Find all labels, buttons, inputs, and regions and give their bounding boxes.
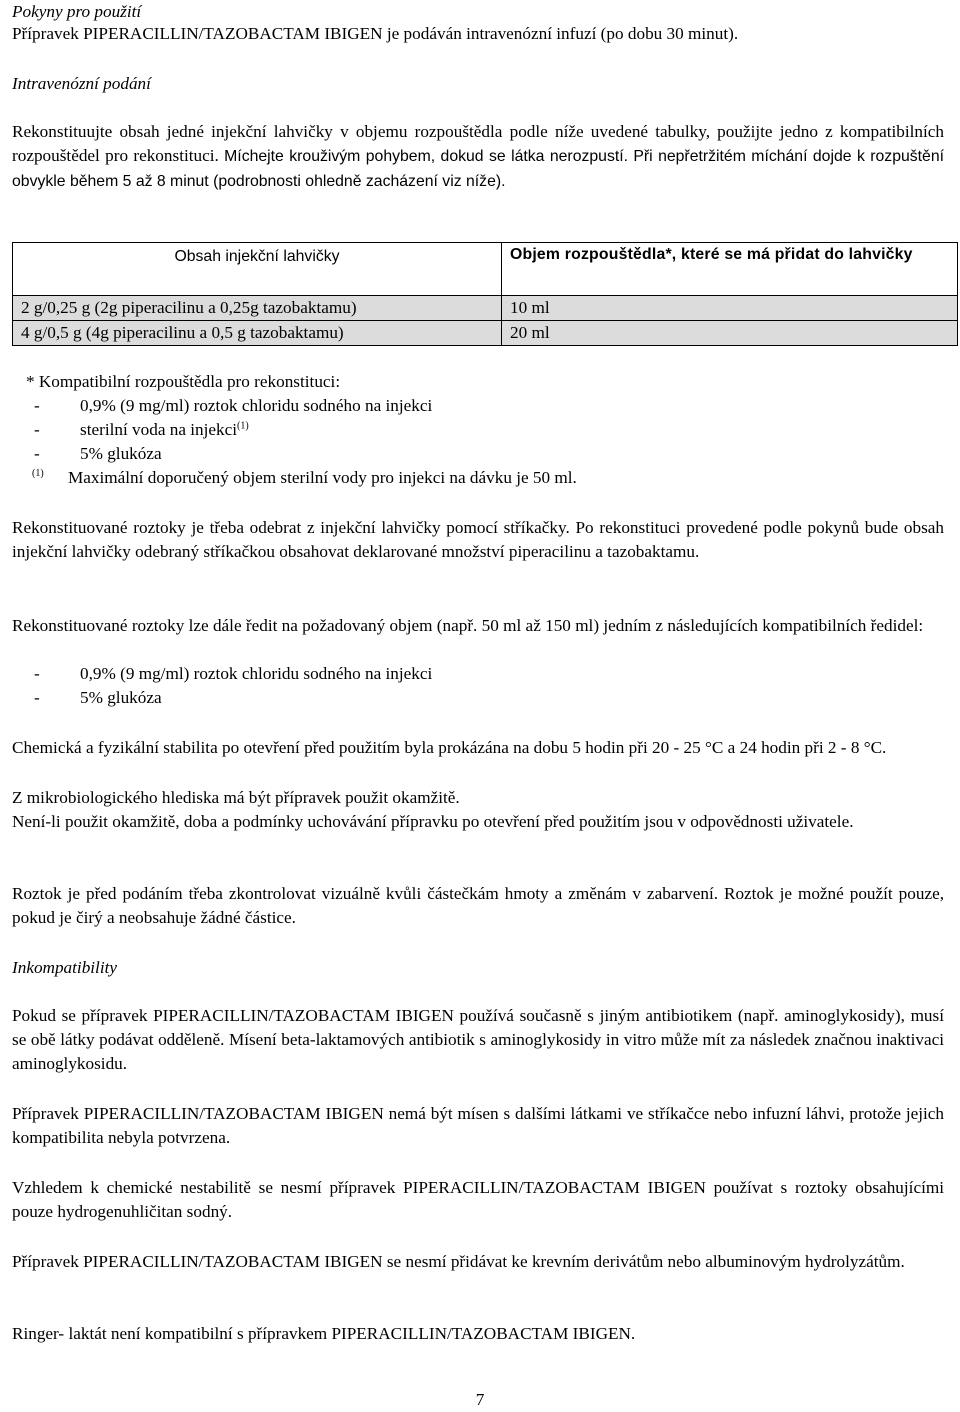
table-header-content: Obsah injekční lahvičky — [13, 243, 502, 296]
section-title-iv: Intravenózní podání — [12, 74, 151, 93]
footnote: $^{(1)}$ Maximální doporučený objem sterilní vody pro injekci na dávku je 50 ml. — [32, 468, 577, 487]
list-item: - 5% glukóza — [34, 444, 162, 463]
table-header-volume: Objem rozpouštědla*, které se má přidat do lahvičky — [502, 243, 958, 296]
section-title-instructions: Pokyny pro použití — [12, 2, 142, 21]
table-cell-volume: 20 ml — [502, 321, 958, 346]
incompatibility-paragraph-5: Ringer- laktát není kompatibilní s přípravkem PIPERACILLIN/TAZOBACTAM IBIGEN. — [12, 1324, 636, 1343]
list-item: - 0,9% (9 mg/ml) roztok chloridu sodného na injekci — [34, 664, 433, 683]
microbiology-line: Z mikrobiologického hlediska má být přípravek použit okamžitě. — [12, 788, 460, 807]
table-row — [13, 296, 958, 321]
table-header-row — [13, 243, 958, 296]
list-item: - 5% glukóza — [34, 688, 162, 707]
section-title-incompatibility: Inkompatibility — [12, 958, 118, 977]
list-item: - 0,9% (9 mg/ml) roztok chloridu sodného na injekci — [34, 396, 433, 415]
dilution-paragraph: Rekonstituované roztoky lze dále ředit na požadovaný objem (např. 50 ml až 150 ml) jedním z následujících kompatibilních ředidel: — [12, 616, 924, 635]
visual-check-paragraph: Roztok je před podáním třeba zkontrolovat vizuálně kvůli částečkám hmoty a změnám v zabarvení. Roztok je možné použít pouze, pokud je čirý a neobsahuje žádné částice. — [12, 884, 944, 927]
solvent-volume-table — [12, 242, 958, 346]
footnote-marker: (1) — [237, 420, 249, 432]
incompatibility-paragraph-2: Přípravek PIPERACILLIN/TAZOBACTAM IBIGEN nemá být mísen s dalšími látkami ve stříkačce nebo infuzní láhvi, protože jejich kompatibilita nebyla potvrzena. — [12, 1104, 944, 1147]
storage-paragraph: Není-li použit okamžitě, doba a podmínky uchovávání přípravku po otevření před použitím jsou v odpovědnosti uživatele. — [12, 812, 854, 831]
table-cell-content: 2 g/0,25 g (2g piperacilinu a 0,25g tazobaktamu) — [13, 296, 502, 321]
reconstitution-text-b: Míchejte krouživým pohybem, dokud se látka nerozpustí. — [224, 148, 629, 165]
page-number: 7 — [475, 1390, 485, 1409]
list-item: - sterilní voda na injekci$^{(1)}$ — [34, 420, 249, 439]
table-cell-content: 4 g/0,5 g (4g piperacilinu a 0,5 g tazobaktamu) — [13, 321, 502, 346]
reconstitution-text-a: Rekonstituujte obsah jedné injekční lahvičky v objemu rozpouštědla podle níže uvedené tabulky, použijte jedno z kompatibilních rozpouštědel pro rekonstituci. — [12, 122, 944, 165]
reconstituted-withdraw-paragraph: Rekonstituované roztoky je třeba odebrat z injekční lahvičky pomocí stříkačky. Po rekonstituci provedené podle pokynů bude obsah injekční lahvičky odebraný stříkačkou obsahovat deklarované množství piperacilinu a tazobaktamu. — [12, 518, 944, 561]
incompatibility-paragraph-1: Pokud se přípravek PIPERACILLIN/TAZOBACTAM IBIGEN používá současně s jiným antibiotikem (např. aminoglykosidy), musí se obě látky podávat odděleně. Mísení beta-laktamových antibiotik s aminoglykosidy in vitro může mít za následek značnou inaktivaci aminoglykosidu. — [12, 1006, 944, 1073]
incompatibility-paragraph-3: Vzhledem k chemické nestabilitě se nesmí přípravek PIPERACILLIN/TAZOBACTAM IBIGEN používat s roztoky obsahujícími pouze hydrogenuhličitan sodný. — [12, 1178, 944, 1221]
solvents-intro: * Kompatibilní rozpouštědla pro rekonstituci: — [26, 372, 341, 391]
table-cell-volume: 10 ml — [502, 296, 958, 321]
reconstitution-text-c: Při nepřetržitém míchání dojde k rozpuštění obvykle během 5 až 8 minut (podrobnosti ohledně zacházení viz níže). — [12, 148, 945, 190]
administration-line: Přípravek PIPERACILLIN/TAZOBACTAM IBIGEN je podáván intravenózní infuzí (po dobu 30 minut). — [12, 24, 739, 43]
table-row — [13, 321, 958, 346]
reconstitution-paragraph — [12, 120, 944, 194]
incompatibility-paragraph-4: Přípravek PIPERACILLIN/TAZOBACTAM IBIGEN se nesmí přidávat ke krevním derivátům nebo albuminovým hydrolyzátům. — [12, 1252, 905, 1271]
stability-paragraph: Chemická a fyzikální stabilita po otevření před použitím byla prokázána na dobu 5 hodin při 20 - 25 °C a 24 hodin při 2 - 8 °C. — [12, 738, 887, 757]
